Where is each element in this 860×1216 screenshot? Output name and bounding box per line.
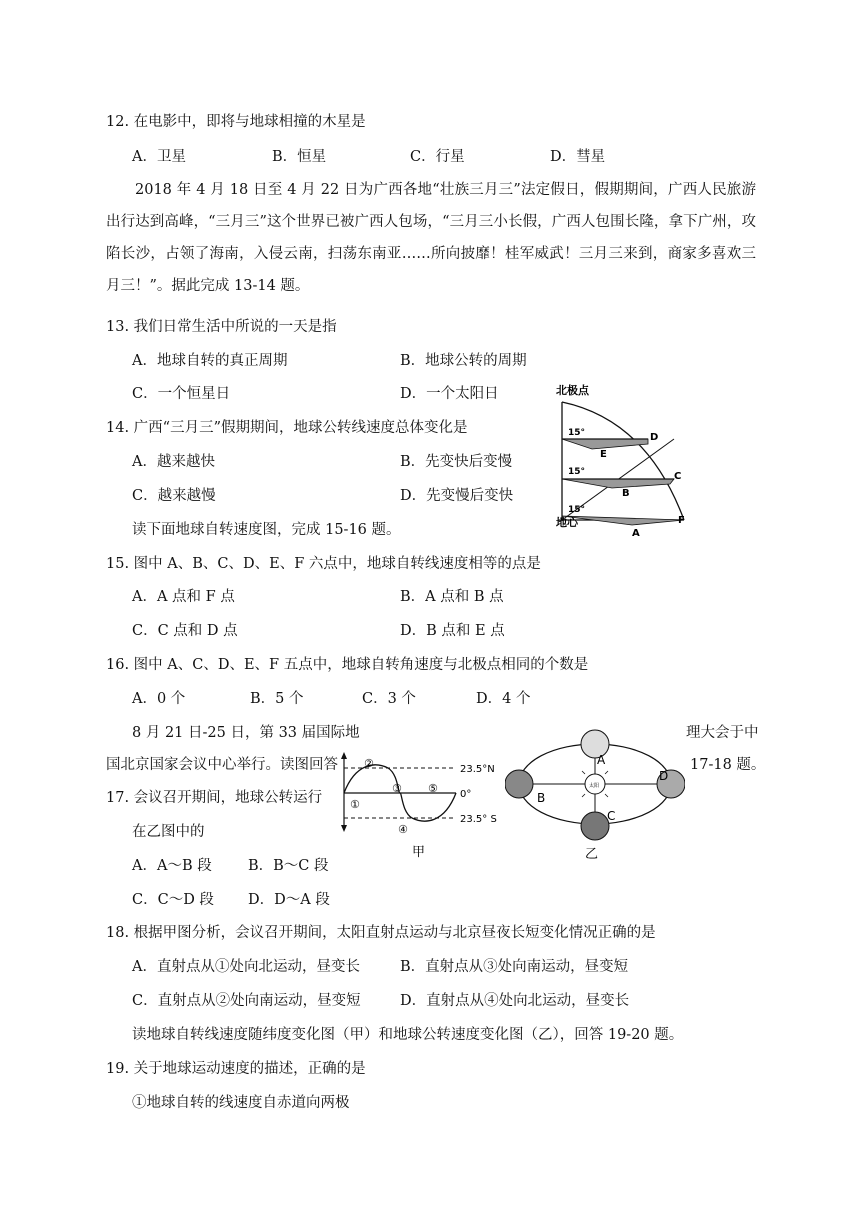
q13-option-d: D．一个太阳日 <box>400 386 499 402</box>
north-pole-label: 北极点 <box>556 384 589 397</box>
passage-13-14: 2018 年 4 月 18 日至 4 月 22 日为广西各地“壮族三月三”法定假日，假期期间，广西人民旅游出行达到高峰，“三月三”这个世界已被广西人包场，“三月三小长假，广西人包围长隆，拿下广州，攻陷长沙，占领了海南，入侵云南，扫荡东南亚……所向披靡！桂军威武！三月三来到，商家多喜欢三月三！”。据此完成 13-14 题。 <box>106 182 756 294</box>
orbit-point-c: C <box>607 809 616 823</box>
intro-17-18-line2-left: 国北京国家会议中心举行。读图回答 <box>106 757 338 773</box>
intro-17-18-line2-right: 17-18 题。 <box>690 757 766 773</box>
question-14-stem: 14. 广西“三月三”假期期间，地球公转线速度总体变化是 <box>106 420 468 436</box>
equator-label: 0° <box>460 789 472 800</box>
q18-option-c: C．直射点从②处向南运动，昼变短 <box>132 993 361 1009</box>
svg-text:15°: 15° <box>568 505 586 515</box>
question-13-stem: 13. 我们日常生活中所说的一天是指 <box>106 319 337 335</box>
q13-option-b: B．地球公转的周期 <box>400 353 527 369</box>
q16-option-d: D．4 个 <box>476 691 531 707</box>
question-19-stem: 19. 关于地球运动速度的描述，正确的是 <box>106 1061 366 1077</box>
q12-option-a: A．卫星 <box>132 149 186 165</box>
figure-jia-direct-sunlight <box>336 752 508 862</box>
intro-17-18-line1-left: 8 月 21 日-25 日，第 33 届国际地 <box>132 725 360 741</box>
intro-15-16: 读下面地球自转速度图，完成 15-16 题。 <box>132 522 401 538</box>
marker-3: ③ <box>392 782 402 795</box>
question-16-stem: 16. 图中 A、C、D、E、F 五点中，地球自转角速度与北极点相同的个数是 <box>106 657 589 673</box>
intro-19-20: 读地球自转线速度随纬度变化图（甲）和地球公转速度变化图（乙），回答 19-20 题。 <box>132 1027 684 1043</box>
marker-1: ① <box>350 798 360 811</box>
point-a-label: A <box>632 528 640 539</box>
q13-option-c: C．一个恒星日 <box>132 386 231 402</box>
q12-option-b: B．恒星 <box>272 149 327 165</box>
q17-option-d: D．D～A 段 <box>248 892 330 908</box>
q17-option-b: B．B～C 段 <box>248 858 329 874</box>
marker-5: ⑤ <box>428 782 438 795</box>
point-c-label: C <box>674 471 682 482</box>
question-17-stem-line1: 17. 会议召开期间，地球公转运行 <box>106 790 323 806</box>
q16-option-c: C．3 个 <box>362 691 416 707</box>
q12-option-d: D．彗星 <box>550 149 606 165</box>
q18-option-d: D．直射点从④处向北运动，昼变长 <box>400 993 630 1009</box>
point-e-label: E <box>600 449 607 460</box>
question-17-stem-line2: 在乙图中的 <box>132 824 205 840</box>
figure-yi-orbit <box>505 724 685 864</box>
point-d-label: D <box>650 432 659 443</box>
q14-option-c: C．越来越慢 <box>132 488 216 504</box>
svg-text:15°: 15° <box>568 467 586 477</box>
rotation-speed-figure <box>552 380 702 540</box>
figure-jia-caption: 甲 <box>412 845 426 860</box>
q13-option-a: A．地球自转的真正周期 <box>132 353 288 369</box>
q15-option-d: D．B 点和 E 点 <box>400 623 505 639</box>
point-b-label: B <box>622 488 630 499</box>
q17-option-c: C．C～D 段 <box>132 892 214 908</box>
question-12-stem: 12. 在电影中，即将与地球相撞的木星是 <box>106 114 366 130</box>
orbit-point-b: B <box>537 791 546 805</box>
tropic-north-label: 23.5°N <box>460 764 495 775</box>
q18-option-b: B．直射点从③处向南运动，昼变短 <box>400 959 629 975</box>
q14-option-d: D．先变慢后变快 <box>400 488 514 504</box>
orbit-point-d: D <box>659 769 669 783</box>
marker-2: ② <box>364 757 374 770</box>
q16-option-b: B．5 个 <box>250 691 304 707</box>
earth-center-label: 地心 <box>556 516 578 529</box>
tropic-south-label: 23.5° S <box>460 814 497 825</box>
figure-yi-caption: 乙 <box>585 847 599 862</box>
q14-option-a: A．越来越快 <box>132 454 215 470</box>
q15-option-a: A．A 点和 F 点 <box>132 589 235 605</box>
question-15-stem: 15. 图中 A、B、C、D、E、F 六点中，地球自转线速度相等的点是 <box>106 556 541 572</box>
q18-option-a: A．直射点从①处向北运动，昼变长 <box>132 959 360 975</box>
q14-option-b: B．先变快后变慢 <box>400 454 513 470</box>
question-18-stem: 18. 根据甲图分析，会议召开期间，太阳直射点运动与北京昼夜长短变化情况正确的是 <box>106 925 656 941</box>
intro-17-18-line1-right: 理大会于中 <box>686 725 759 741</box>
q15-option-b: B．A 点和 B 点 <box>400 589 504 605</box>
svg-text:15°: 15° <box>568 428 586 438</box>
q16-option-a: A．0 个 <box>132 691 186 707</box>
point-f-label: F <box>678 515 685 526</box>
sun-label: 太阳 <box>589 783 600 789</box>
orbit-point-a: A <box>597 753 606 767</box>
q15-option-c: C．C 点和 D 点 <box>132 623 238 639</box>
marker-4: ④ <box>398 823 408 836</box>
q19-statement-1: ①地球自转的线速度自赤道向两极 <box>132 1095 350 1111</box>
q12-option-c: C．行星 <box>410 149 465 165</box>
q17-option-a: A．A～B 段 <box>132 858 212 874</box>
